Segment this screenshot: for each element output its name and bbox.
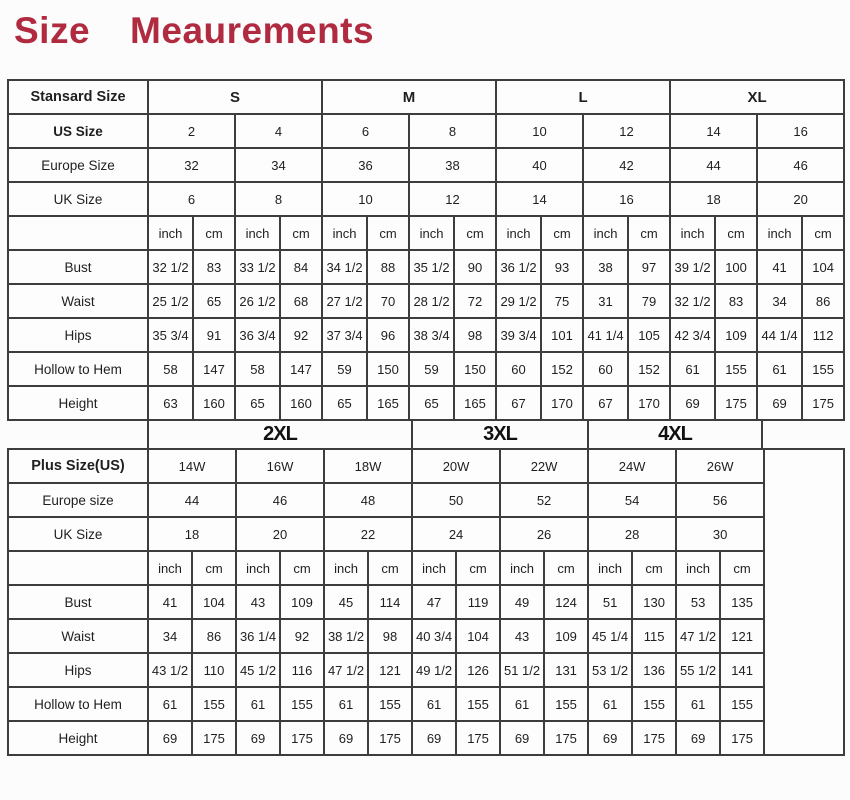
measure-value: 175 <box>544 721 588 755</box>
measure-value: 175 <box>280 721 324 755</box>
table-row <box>8 148 844 182</box>
measure-value: 49 1/2 <box>412 653 456 687</box>
measure-value: 104 <box>456 619 500 653</box>
measure-value: 98 <box>368 619 412 653</box>
row-label: Hips <box>8 318 148 352</box>
measure-value: 104 <box>802 250 844 284</box>
size-value: 18 <box>148 517 236 551</box>
size-value: 16 <box>583 182 670 216</box>
measure-value: 65 <box>322 386 367 420</box>
measure-value: 124 <box>544 585 588 619</box>
measure-value: 39 3/4 <box>496 318 541 352</box>
size-value: 28 <box>588 517 676 551</box>
measure-value: 51 1/2 <box>500 653 544 687</box>
measure-value: 34 <box>148 619 192 653</box>
empty-filler-cell <box>764 449 844 755</box>
plus-size-header-14w: 14W <box>148 449 236 483</box>
measure-value: 175 <box>632 721 676 755</box>
unit-header-inch: inch <box>412 551 456 585</box>
measure-value: 170 <box>628 386 670 420</box>
measure-value: 36 1/2 <box>496 250 541 284</box>
measure-value: 83 <box>715 284 757 318</box>
measure-value: 175 <box>456 721 500 755</box>
measure-value: 121 <box>720 619 764 653</box>
corner-label-plus-size: Plus Size(US) <box>8 449 148 483</box>
corner-label-standard-size: Stansard Size <box>8 80 148 114</box>
unit-header-inch: inch <box>235 216 280 250</box>
row-label: Height <box>8 721 148 755</box>
measure-value: 32 1/2 <box>148 250 193 284</box>
plus-size-header-16w: 16W <box>236 449 324 483</box>
measure-value: 109 <box>280 585 324 619</box>
measure-value: 175 <box>715 386 757 420</box>
band-label-4xl: 4XL <box>587 421 763 448</box>
measure-value: 32 1/2 <box>670 284 715 318</box>
size-value: 22 <box>324 517 412 551</box>
measure-value: 60 <box>583 352 628 386</box>
table-row <box>8 653 844 687</box>
size-group-header-l: L <box>496 80 670 114</box>
unit-header-inch: inch <box>670 216 715 250</box>
plus-size-header-22w: 22W <box>500 449 588 483</box>
measure-value: 112 <box>802 318 844 352</box>
unit-header-cm: cm <box>544 551 588 585</box>
measure-value: 45 1/4 <box>588 619 632 653</box>
unit-header-cm: cm <box>192 551 236 585</box>
measure-value: 53 <box>676 585 720 619</box>
measure-value: 47 1/2 <box>324 653 368 687</box>
measure-value: 165 <box>367 386 409 420</box>
size-group-header-m: M <box>322 80 496 114</box>
measure-value: 175 <box>720 721 764 755</box>
measure-value: 61 <box>148 687 192 721</box>
measure-value: 33 1/2 <box>235 250 280 284</box>
size-value: 2 <box>148 114 235 148</box>
measure-value: 61 <box>500 687 544 721</box>
measure-value: 61 <box>236 687 280 721</box>
measure-value: 36 1/4 <box>236 619 280 653</box>
measure-value: 68 <box>280 284 322 318</box>
measure-value: 69 <box>670 386 715 420</box>
measure-value: 84 <box>280 250 322 284</box>
table-row <box>8 449 844 483</box>
measure-value: 69 <box>412 721 456 755</box>
measure-value: 38 3/4 <box>409 318 454 352</box>
measure-value: 65 <box>409 386 454 420</box>
measure-value: 79 <box>628 284 670 318</box>
measure-value: 35 3/4 <box>148 318 193 352</box>
measure-value: 69 <box>676 721 720 755</box>
measure-value: 72 <box>454 284 496 318</box>
measure-value: 26 1/2 <box>235 284 280 318</box>
measure-value: 147 <box>193 352 235 386</box>
row-label: Height <box>8 386 148 420</box>
plus-size-table <box>7 448 845 756</box>
size-value: 50 <box>412 483 500 517</box>
measure-value: 116 <box>280 653 324 687</box>
table-row <box>8 483 844 517</box>
measure-value: 43 <box>236 585 280 619</box>
measure-value: 152 <box>628 352 670 386</box>
measure-value: 109 <box>544 619 588 653</box>
measure-value: 86 <box>192 619 236 653</box>
row-label: Hollow to Hem <box>8 687 148 721</box>
row-label: Waist <box>8 284 148 318</box>
measure-value: 67 <box>496 386 541 420</box>
measure-value: 130 <box>632 585 676 619</box>
measure-value: 34 1/2 <box>322 250 367 284</box>
table-row <box>8 585 844 619</box>
unit-header-cm: cm <box>193 216 235 250</box>
measure-value: 41 <box>148 585 192 619</box>
measure-value: 165 <box>454 386 496 420</box>
unit-header-inch: inch <box>236 551 280 585</box>
table-row <box>8 517 844 551</box>
measure-value: 47 1/2 <box>676 619 720 653</box>
size-value: 38 <box>409 148 496 182</box>
size-value: 18 <box>670 182 757 216</box>
unit-header-inch: inch <box>322 216 367 250</box>
measure-value: 61 <box>757 352 802 386</box>
measure-value: 150 <box>454 352 496 386</box>
measure-value: 42 3/4 <box>670 318 715 352</box>
measure-value: 155 <box>544 687 588 721</box>
plus-size-band <box>147 421 763 448</box>
unit-header-inch: inch <box>496 216 541 250</box>
measure-value: 101 <box>541 318 583 352</box>
measure-value: 121 <box>368 653 412 687</box>
page-title-word-size: Size <box>14 10 91 51</box>
unit-header-cm: cm <box>715 216 757 250</box>
unit-header-inch: inch <box>583 216 628 250</box>
size-value: 26 <box>500 517 588 551</box>
size-group-header-xl: XL <box>670 80 844 114</box>
row-label: UK Size <box>8 182 148 216</box>
measure-value: 65 <box>235 386 280 420</box>
measure-value: 114 <box>368 585 412 619</box>
measure-value: 75 <box>541 284 583 318</box>
table-row <box>8 284 844 318</box>
measure-value: 160 <box>193 386 235 420</box>
size-value: 20 <box>236 517 324 551</box>
size-value: 14 <box>670 114 757 148</box>
size-value: 6 <box>148 182 235 216</box>
unit-header-cm: cm <box>802 216 844 250</box>
size-value: 4 <box>235 114 322 148</box>
standard-size-table <box>7 79 845 421</box>
band-label-2xl: 2XL <box>147 421 411 448</box>
size-value: 24 <box>412 517 500 551</box>
measure-value: 59 <box>409 352 454 386</box>
table-row <box>8 721 844 755</box>
unit-header-cm: cm <box>368 551 412 585</box>
measure-value: 147 <box>280 352 322 386</box>
size-value: 44 <box>670 148 757 182</box>
measure-value: 155 <box>456 687 500 721</box>
table-row <box>8 80 844 114</box>
empty-corner-cell <box>8 551 148 585</box>
size-value: 8 <box>235 182 322 216</box>
size-value: 46 <box>236 483 324 517</box>
measure-value: 45 <box>324 585 368 619</box>
table-row <box>8 216 844 250</box>
size-value: 32 <box>148 148 235 182</box>
measure-value: 155 <box>280 687 324 721</box>
row-label: UK Size <box>8 517 148 551</box>
measure-value: 155 <box>802 352 844 386</box>
measure-value: 119 <box>456 585 500 619</box>
measure-value: 67 <box>583 386 628 420</box>
table-row <box>8 352 844 386</box>
measure-value: 31 <box>583 284 628 318</box>
plus-size-header-18w: 18W <box>324 449 412 483</box>
measure-value: 61 <box>588 687 632 721</box>
unit-header-inch: inch <box>757 216 802 250</box>
size-value: 40 <box>496 148 583 182</box>
size-value: 10 <box>496 114 583 148</box>
measure-value: 175 <box>368 721 412 755</box>
measure-value: 96 <box>367 318 409 352</box>
row-label: Hollow to Hem <box>8 352 148 386</box>
unit-header-cm: cm <box>456 551 500 585</box>
measure-value: 135 <box>720 585 764 619</box>
table-row <box>8 386 844 420</box>
measure-value: 126 <box>456 653 500 687</box>
size-value: 10 <box>322 182 409 216</box>
size-value: 16 <box>757 114 844 148</box>
unit-header-inch: inch <box>500 551 544 585</box>
row-label: Hips <box>8 653 148 687</box>
measure-value: 61 <box>412 687 456 721</box>
measure-value: 100 <box>715 250 757 284</box>
measure-value: 58 <box>148 352 193 386</box>
measure-value: 38 <box>583 250 628 284</box>
measure-value: 25 1/2 <box>148 284 193 318</box>
row-label: Waist <box>8 619 148 653</box>
size-value: 20 <box>757 182 844 216</box>
measure-value: 92 <box>280 318 322 352</box>
measure-value: 69 <box>588 721 632 755</box>
measure-value: 70 <box>367 284 409 318</box>
measure-value: 155 <box>632 687 676 721</box>
size-value: 14 <box>496 182 583 216</box>
measure-value: 131 <box>544 653 588 687</box>
measure-value: 69 <box>757 386 802 420</box>
measure-value: 51 <box>588 585 632 619</box>
size-group-header-s: S <box>148 80 322 114</box>
measure-value: 28 1/2 <box>409 284 454 318</box>
measure-value: 60 <box>496 352 541 386</box>
measure-value: 35 1/2 <box>409 250 454 284</box>
measure-value: 43 <box>500 619 544 653</box>
measure-value: 155 <box>368 687 412 721</box>
unit-header-cm: cm <box>720 551 764 585</box>
measure-value: 91 <box>193 318 235 352</box>
band-label-3xl: 3XL <box>411 421 587 448</box>
size-value: 8 <box>409 114 496 148</box>
measure-value: 155 <box>192 687 236 721</box>
plus-size-header-26w: 26W <box>676 449 764 483</box>
measure-value: 105 <box>628 318 670 352</box>
measure-value: 160 <box>280 386 322 420</box>
size-value: 56 <box>676 483 764 517</box>
size-value: 36 <box>322 148 409 182</box>
measure-value: 69 <box>148 721 192 755</box>
measure-value: 136 <box>632 653 676 687</box>
measure-value: 155 <box>715 352 757 386</box>
unit-header-cm: cm <box>454 216 496 250</box>
measure-value: 152 <box>541 352 583 386</box>
measure-value: 29 1/2 <box>496 284 541 318</box>
page-title <box>14 10 850 52</box>
unit-header-cm: cm <box>632 551 676 585</box>
measure-value: 141 <box>720 653 764 687</box>
measure-value: 58 <box>235 352 280 386</box>
measure-value: 92 <box>280 619 324 653</box>
unit-header-cm: cm <box>280 216 322 250</box>
measure-value: 61 <box>676 687 720 721</box>
empty-corner-cell <box>8 216 148 250</box>
size-chart-page <box>0 10 850 756</box>
size-value: 44 <box>148 483 236 517</box>
measure-value: 38 1/2 <box>324 619 368 653</box>
row-label: Bust <box>8 250 148 284</box>
measure-value: 83 <box>193 250 235 284</box>
unit-header-inch: inch <box>588 551 632 585</box>
measure-value: 43 1/2 <box>148 653 192 687</box>
unit-header-inch: inch <box>409 216 454 250</box>
measure-value: 41 1/4 <box>583 318 628 352</box>
measure-value: 61 <box>670 352 715 386</box>
size-value: 30 <box>676 517 764 551</box>
table-row <box>8 182 844 216</box>
unit-header-cm: cm <box>541 216 583 250</box>
size-value: 46 <box>757 148 844 182</box>
unit-header-inch: inch <box>324 551 368 585</box>
measure-value: 55 1/2 <box>676 653 720 687</box>
size-value: 34 <box>235 148 322 182</box>
measure-value: 115 <box>632 619 676 653</box>
measure-value: 170 <box>541 386 583 420</box>
measure-value: 59 <box>322 352 367 386</box>
measure-value: 69 <box>324 721 368 755</box>
measure-value: 36 3/4 <box>235 318 280 352</box>
table-row <box>8 318 844 352</box>
size-value: 12 <box>583 114 670 148</box>
size-value: 48 <box>324 483 412 517</box>
measure-value: 98 <box>454 318 496 352</box>
measure-value: 97 <box>628 250 670 284</box>
unit-header-inch: inch <box>676 551 720 585</box>
measure-value: 175 <box>802 386 844 420</box>
measure-value: 175 <box>192 721 236 755</box>
measure-value: 45 1/2 <box>236 653 280 687</box>
table-row <box>8 619 844 653</box>
measure-value: 86 <box>802 284 844 318</box>
measure-value: 69 <box>236 721 280 755</box>
measure-value: 61 <box>324 687 368 721</box>
unit-header-cm: cm <box>367 216 409 250</box>
measure-value: 34 <box>757 284 802 318</box>
measure-value: 63 <box>148 386 193 420</box>
measure-value: 93 <box>541 250 583 284</box>
size-value: 12 <box>409 182 496 216</box>
measure-value: 150 <box>367 352 409 386</box>
measure-value: 104 <box>192 585 236 619</box>
row-label: Bust <box>8 585 148 619</box>
size-value: 54 <box>588 483 676 517</box>
measure-value: 155 <box>720 687 764 721</box>
measure-value: 109 <box>715 318 757 352</box>
measure-value: 69 <box>500 721 544 755</box>
table-row <box>8 551 844 585</box>
table-row <box>8 687 844 721</box>
measure-value: 37 3/4 <box>322 318 367 352</box>
measure-value: 65 <box>193 284 235 318</box>
page-title-word-measurements: Meaurements <box>130 10 375 51</box>
measure-value: 88 <box>367 250 409 284</box>
measure-value: 90 <box>454 250 496 284</box>
measure-value: 53 1/2 <box>588 653 632 687</box>
plus-size-header-24w: 24W <box>588 449 676 483</box>
unit-header-inch: inch <box>148 216 193 250</box>
measure-value: 39 1/2 <box>670 250 715 284</box>
plus-size-header-20w: 20W <box>412 449 500 483</box>
size-value: 6 <box>322 114 409 148</box>
measure-value: 27 1/2 <box>322 284 367 318</box>
measure-value: 40 3/4 <box>412 619 456 653</box>
table-row <box>8 250 844 284</box>
unit-header-inch: inch <box>148 551 192 585</box>
measure-value: 49 <box>500 585 544 619</box>
unit-header-cm: cm <box>280 551 324 585</box>
row-label: US Size <box>8 114 148 148</box>
unit-header-cm: cm <box>628 216 670 250</box>
size-value: 52 <box>500 483 588 517</box>
row-label: Europe size <box>8 483 148 517</box>
measure-value: 47 <box>412 585 456 619</box>
measure-value: 41 <box>757 250 802 284</box>
size-value: 42 <box>583 148 670 182</box>
measure-value: 44 1/4 <box>757 318 802 352</box>
measure-value: 110 <box>192 653 236 687</box>
row-label: Europe Size <box>8 148 148 182</box>
table-row <box>8 114 844 148</box>
